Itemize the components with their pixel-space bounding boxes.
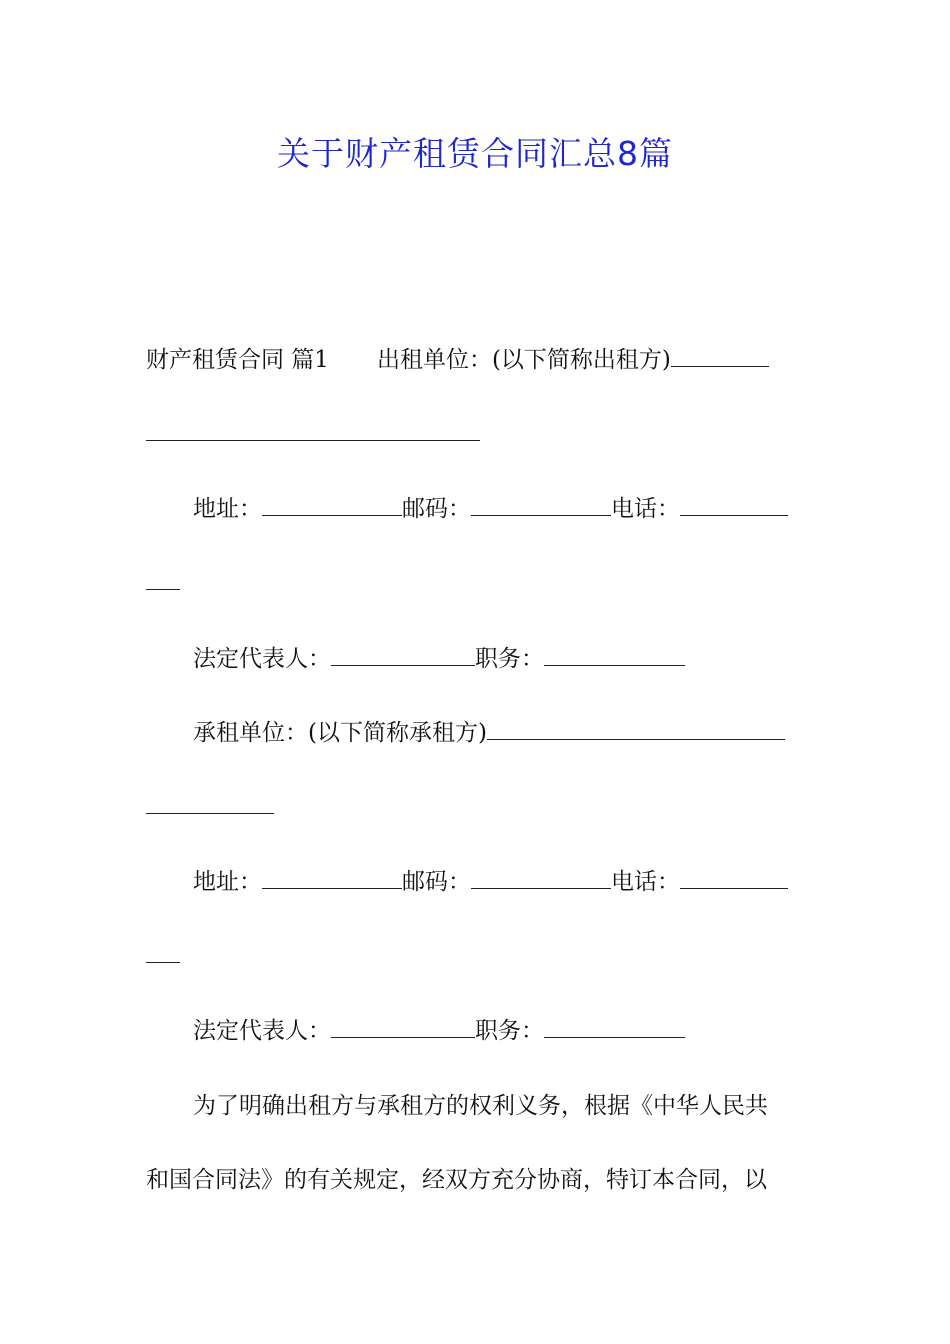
lessee-blank-continued xyxy=(146,791,274,814)
lessor-label: 出租单位：(以下简称出租方) xyxy=(376,347,671,373)
lessor-line xyxy=(146,344,769,376)
lessee-rep-line xyxy=(193,1015,685,1047)
address-blank xyxy=(262,866,402,889)
phone-label: 电话： xyxy=(611,869,680,895)
lessor-continuation-line xyxy=(146,418,480,450)
position-blank xyxy=(544,643,685,666)
position-label: 职务： xyxy=(475,1018,544,1044)
lessee-address-line xyxy=(193,866,788,898)
lessee-continuation-line xyxy=(146,791,274,823)
zip-label: 邮码： xyxy=(402,869,471,895)
paragraph-line-1: 为了明确出租方与承租方的权利义务，根据《中华人民共 xyxy=(193,1093,768,1119)
lessor-address-line xyxy=(193,493,788,525)
lessor-rep-line xyxy=(193,643,685,675)
lessee-label: 承租单位：(以下简称承租方) xyxy=(193,720,487,746)
lessee-line xyxy=(193,717,785,749)
section-heading: 财产租赁合同 篇1 xyxy=(146,347,329,373)
address-label: 地址： xyxy=(193,496,262,522)
rep-blank xyxy=(331,643,475,666)
phone-label: 电话： xyxy=(611,496,680,522)
lessor-blank-continued xyxy=(146,418,480,441)
rep-label: 法定代表人： xyxy=(193,1018,331,1044)
address-blank xyxy=(262,493,402,516)
position-blank xyxy=(544,1015,685,1038)
position-label: 职务： xyxy=(475,646,544,672)
zip-label: 邮码： xyxy=(402,496,471,522)
address-label: 地址： xyxy=(193,869,262,895)
phone-blank-continued xyxy=(146,567,180,590)
phone-blank xyxy=(680,866,788,889)
paragraph-line-2: 和国合同法》的有关规定，经双方充分协商，特订本合同，以 xyxy=(146,1167,767,1193)
rep-label: 法定代表人： xyxy=(193,646,331,672)
lessor-blank xyxy=(671,344,769,367)
phone-blank xyxy=(680,493,788,516)
lessee-blank xyxy=(487,717,785,740)
phone-blank-continued xyxy=(146,940,180,963)
zip-blank xyxy=(471,866,611,889)
lessor-phone-continuation xyxy=(146,567,180,599)
zip-blank xyxy=(471,493,611,516)
rep-blank xyxy=(331,1015,475,1038)
lessee-phone-continuation xyxy=(146,940,180,972)
document-title: 关于财产租赁合同汇总8篇 xyxy=(277,134,673,173)
